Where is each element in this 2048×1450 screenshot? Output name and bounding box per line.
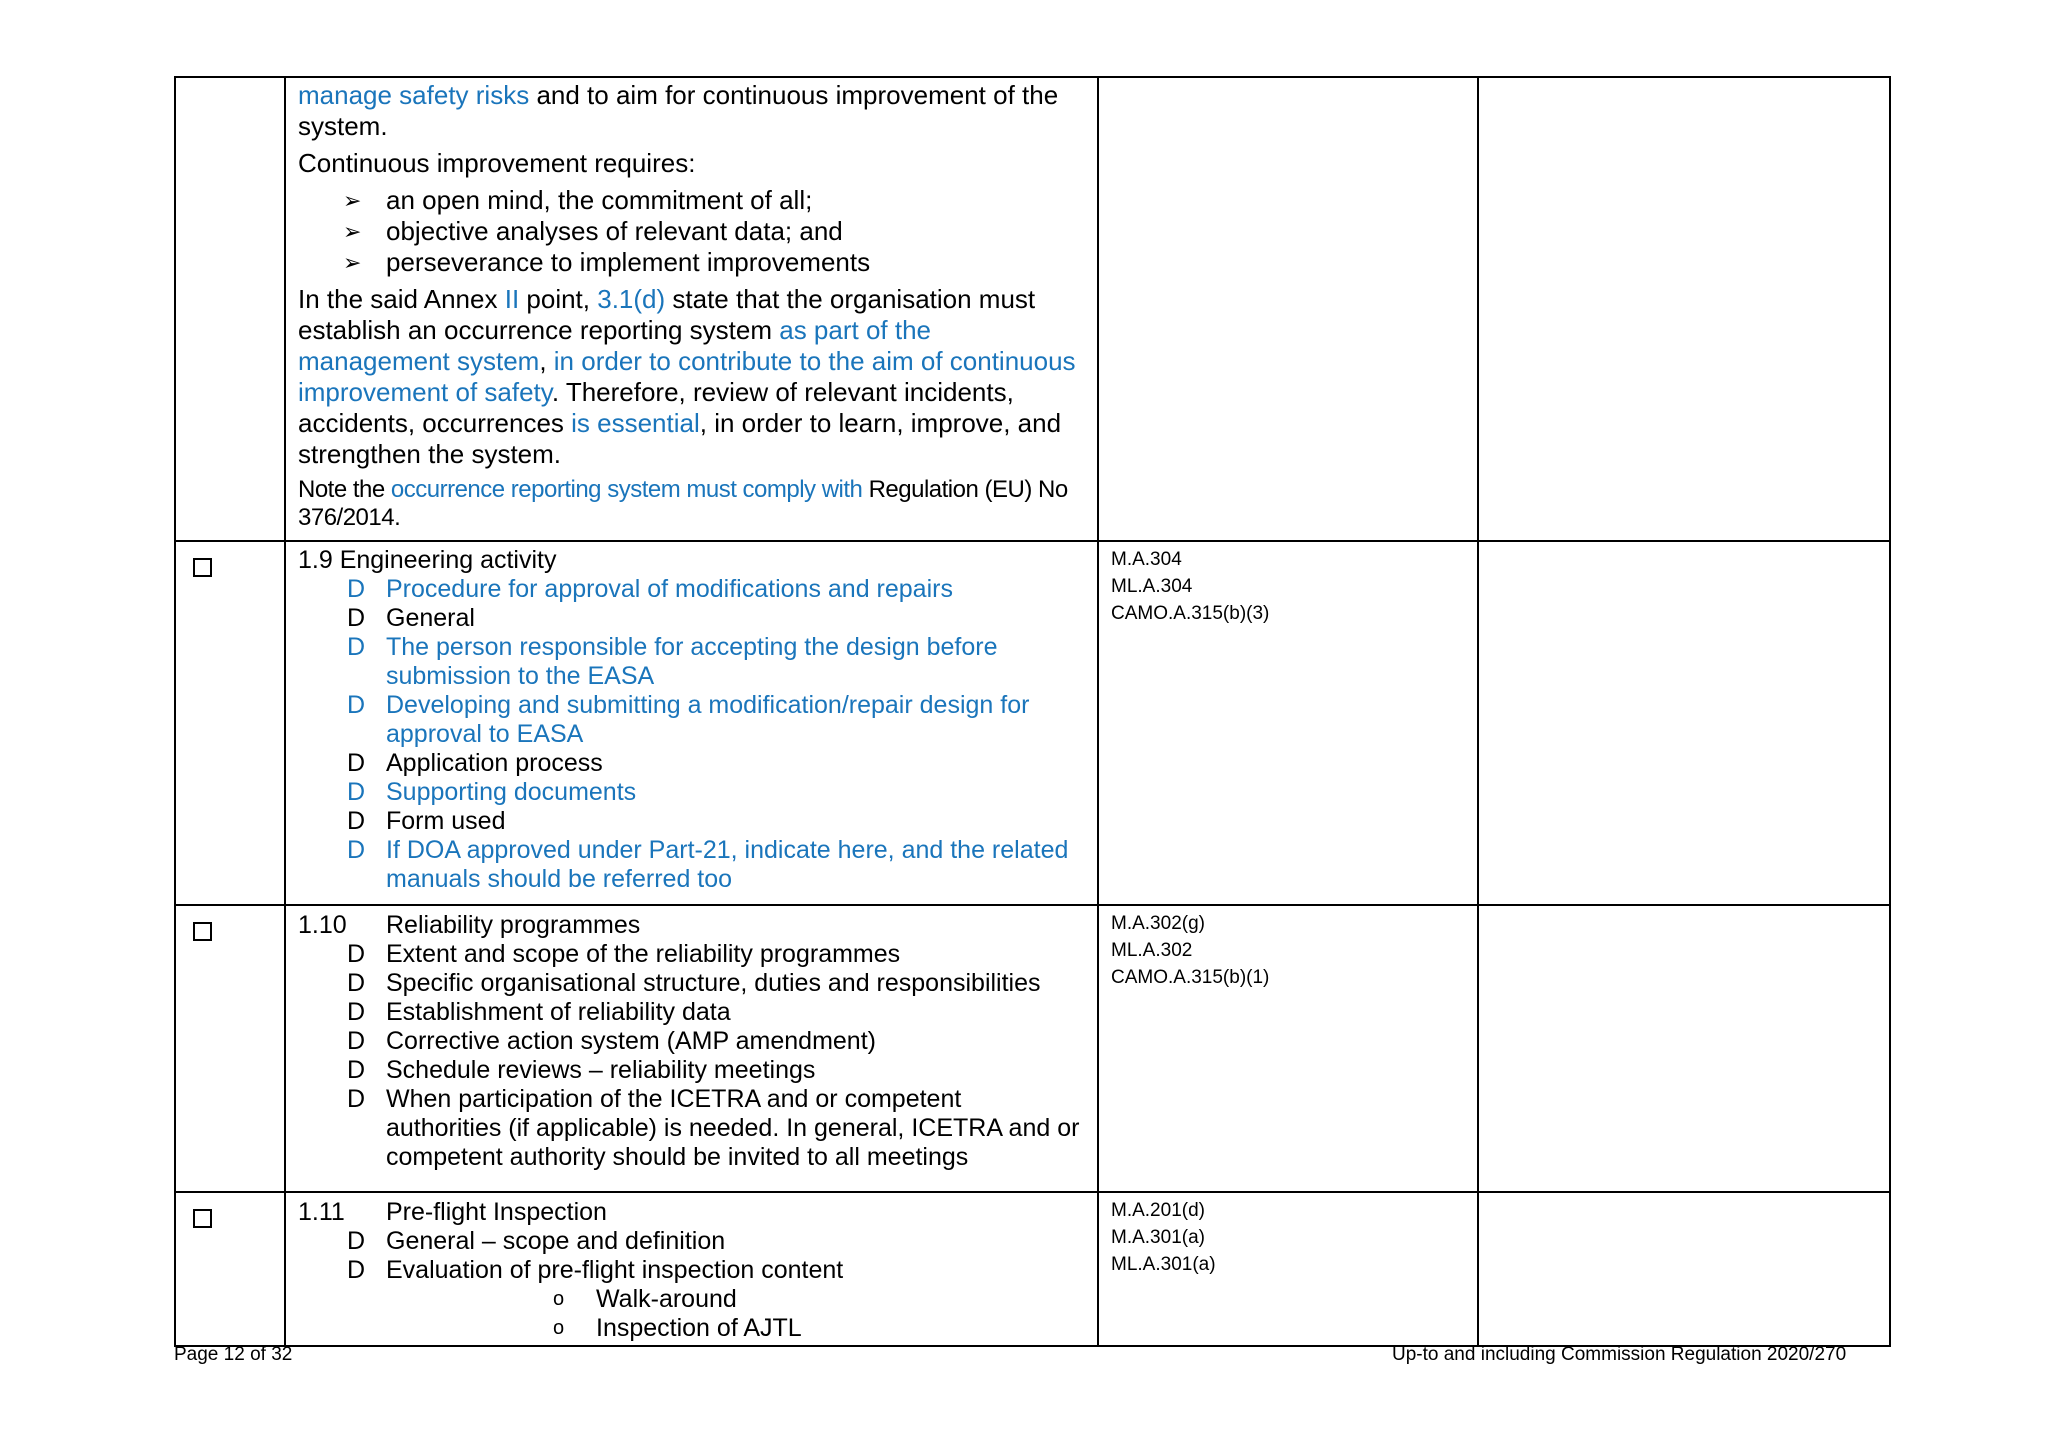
checkbox-cell[interactable] xyxy=(175,541,285,905)
item-marker: D xyxy=(346,969,365,997)
reference-list xyxy=(1099,906,1477,995)
note-paragraph xyxy=(298,476,1083,532)
text-segment: In the said Annex xyxy=(298,284,505,314)
checkbox[interactable] xyxy=(193,1209,212,1228)
remarks-cell xyxy=(1478,905,1890,1192)
bullet-text: perseverance to implement improvements xyxy=(386,247,871,277)
bullet-item xyxy=(298,247,1083,278)
text-segment: , in order to learn, improve, and strengthen the system. xyxy=(298,408,1062,469)
text-segment: is essential xyxy=(571,408,700,438)
item-text: Establishment of reliability data xyxy=(386,998,731,1026)
item-text: General – scope and definition xyxy=(386,1227,726,1255)
item-text: Procedure for approval of modifications and repairs xyxy=(386,575,953,603)
remarks-cell xyxy=(1478,77,1890,541)
bullet-item xyxy=(298,185,1083,216)
list-item xyxy=(298,998,1083,1027)
item-marker: D xyxy=(346,1027,365,1055)
item-marker: D xyxy=(346,691,365,719)
paragraph-occurrence-reporting xyxy=(298,284,1083,470)
reference-list xyxy=(1099,542,1477,631)
item-marker: D xyxy=(346,1056,365,1084)
table-row xyxy=(175,905,1890,1192)
arrow-bullet-icon: ➢ xyxy=(343,250,362,275)
sub-item-text: Inspection of AJTL xyxy=(596,1314,802,1342)
item-marker: D xyxy=(346,749,365,777)
remarks-cell xyxy=(1478,1192,1890,1346)
list-item xyxy=(298,633,1083,691)
content-cell xyxy=(285,77,1098,541)
list-item xyxy=(298,807,1083,836)
item-list xyxy=(298,940,1083,1172)
reference-cell xyxy=(1098,77,1478,541)
item-marker: D xyxy=(346,575,365,603)
item-text: Form used xyxy=(386,807,506,835)
item-marker: D xyxy=(346,807,365,835)
list-item xyxy=(298,1056,1083,1085)
item-marker: D xyxy=(346,998,365,1026)
table-row xyxy=(175,77,1890,541)
item-text: If DOA approved under Part-21, indicate here, and the related manuals should be referred too xyxy=(386,836,1069,893)
item-text: Specific organisational structure, duties and responsibilities xyxy=(386,969,1041,997)
reference-cell xyxy=(1098,541,1478,905)
regulation-reference: M.A.301(a) xyxy=(1111,1227,1205,1248)
sub-item-list xyxy=(298,1285,1083,1343)
arrow-bullet-icon: ➢ xyxy=(343,188,362,213)
text-segment: II xyxy=(504,284,520,314)
table-row xyxy=(175,1192,1890,1346)
item-text: Developing and submitting a modification/repair design for approval to EASA xyxy=(386,691,1030,748)
text-segment: in order to contribute to the aim of continuous improvement of safety xyxy=(298,346,1076,407)
item-text: Extent and scope of the reliability programmes xyxy=(386,940,901,968)
checkbox-cell[interactable] xyxy=(175,905,285,1192)
list-item xyxy=(298,940,1083,969)
arrow-bullet-icon: ➢ xyxy=(343,219,362,244)
text-segment: as part of the management system xyxy=(298,315,931,376)
list-item xyxy=(298,691,1083,749)
regulation-reference: ML.A.301(a) xyxy=(1111,1254,1216,1275)
list-item xyxy=(298,836,1083,894)
item-text: Application process xyxy=(386,749,603,777)
checkbox-cell[interactable] xyxy=(175,1192,285,1346)
regulation-reference: ML.A.302 xyxy=(1111,940,1193,961)
text-segment: Regulation (EU) No 376/2014. xyxy=(298,476,1068,531)
item-list xyxy=(298,575,1083,894)
section-title: 1.10 Reliability programmes xyxy=(298,911,641,939)
item-marker: D xyxy=(346,778,365,806)
checkbox[interactable] xyxy=(193,558,212,577)
sub-item xyxy=(298,1314,1083,1343)
regulation-reference: ML.A.304 xyxy=(1111,576,1193,597)
circle-bullet-icon: o xyxy=(553,1317,565,1339)
item-marker: D xyxy=(346,604,365,632)
list-item xyxy=(298,749,1083,778)
table-row xyxy=(175,541,1890,905)
sub-item xyxy=(298,1285,1083,1314)
item-text: The person responsible for accepting the design before submission to the EASA xyxy=(386,633,998,690)
text-segment: Note the xyxy=(298,476,391,503)
list-item xyxy=(298,1256,1083,1285)
text-segment: point, xyxy=(519,284,598,314)
sub-item-text: Walk-around xyxy=(596,1285,737,1313)
item-marker: D xyxy=(346,836,365,864)
reference-list xyxy=(1099,1193,1477,1282)
list-item xyxy=(298,1085,1083,1172)
circle-bullet-icon: o xyxy=(553,1288,565,1310)
list-item xyxy=(298,1027,1083,1056)
content-cell xyxy=(285,1192,1098,1346)
list-item xyxy=(298,969,1083,998)
checklist-table xyxy=(174,76,1891,1347)
item-marker: D xyxy=(346,940,365,968)
item-marker: D xyxy=(346,1085,365,1113)
item-marker: D xyxy=(346,1256,365,1284)
page-number: Page 12 of 32 xyxy=(174,1344,293,1365)
paragraph-continuation: manage safety risks and to aim for continuous improvement of the system. xyxy=(298,80,1059,141)
bullet-list xyxy=(298,185,1083,278)
item-text: Corrective action system (AMP amendment) xyxy=(386,1027,876,1055)
bullet-text: objective analyses of relevant data; and xyxy=(386,216,843,246)
item-text: Supporting documents xyxy=(386,778,637,806)
item-text: Schedule reviews – reliability meetings xyxy=(386,1056,816,1084)
text-segment: occurrence reporting system must comply with xyxy=(390,476,863,503)
content-cell xyxy=(285,905,1098,1192)
text-segment: state that the organisation must establish an occurrence reporting system xyxy=(298,284,1036,345)
item-marker: D xyxy=(346,633,365,661)
list-item xyxy=(298,1227,1083,1256)
checkbox[interactable] xyxy=(193,922,212,941)
section-title: 1.9 Engineering activity xyxy=(298,546,557,574)
item-text: Evaluation of pre-flight inspection content xyxy=(386,1256,844,1284)
item-list xyxy=(298,1227,1083,1285)
text-segment: . Therefore, review of relevant incidents, accidents, occurrences xyxy=(298,377,1014,438)
regulation-reference: M.A.304 xyxy=(1111,549,1182,570)
checkbox-cell-empty xyxy=(175,77,285,541)
reference-cell xyxy=(1098,1192,1478,1346)
item-marker: D xyxy=(346,1227,365,1255)
text-segment: 3.1(d) xyxy=(597,284,666,314)
list-item xyxy=(298,604,1083,633)
item-text: General xyxy=(386,604,475,632)
bullet-item xyxy=(298,216,1083,247)
text-segment: , xyxy=(539,346,554,376)
regulation-reference: M.A.201(d) xyxy=(1111,1200,1205,1221)
regulation-note: Up-to and including Commission Regulation 2020/270 xyxy=(1392,1344,1847,1365)
list-item xyxy=(298,575,1083,604)
regulation-reference: CAMO.A.315(b)(1) xyxy=(1111,967,1270,988)
remarks-cell xyxy=(1478,541,1890,905)
item-text: When participation of the ICETRA and or competent authorities (if applicable) is needed. In general, ICETRA and or competent authority should be invited to all meetings xyxy=(386,1085,1080,1171)
section-title: 1.11 Pre-flight Inspection xyxy=(298,1198,607,1226)
regulation-reference: M.A.302(g) xyxy=(1111,913,1205,934)
bullet-text: an open mind, the commitment of all; xyxy=(386,185,813,215)
regulation-reference: CAMO.A.315(b)(3) xyxy=(1111,603,1270,624)
list-item xyxy=(298,778,1083,807)
paragraph-continuous-improvement: Continuous improvement requires: xyxy=(298,148,696,178)
content-cell xyxy=(285,541,1098,905)
reference-cell xyxy=(1098,905,1478,1192)
